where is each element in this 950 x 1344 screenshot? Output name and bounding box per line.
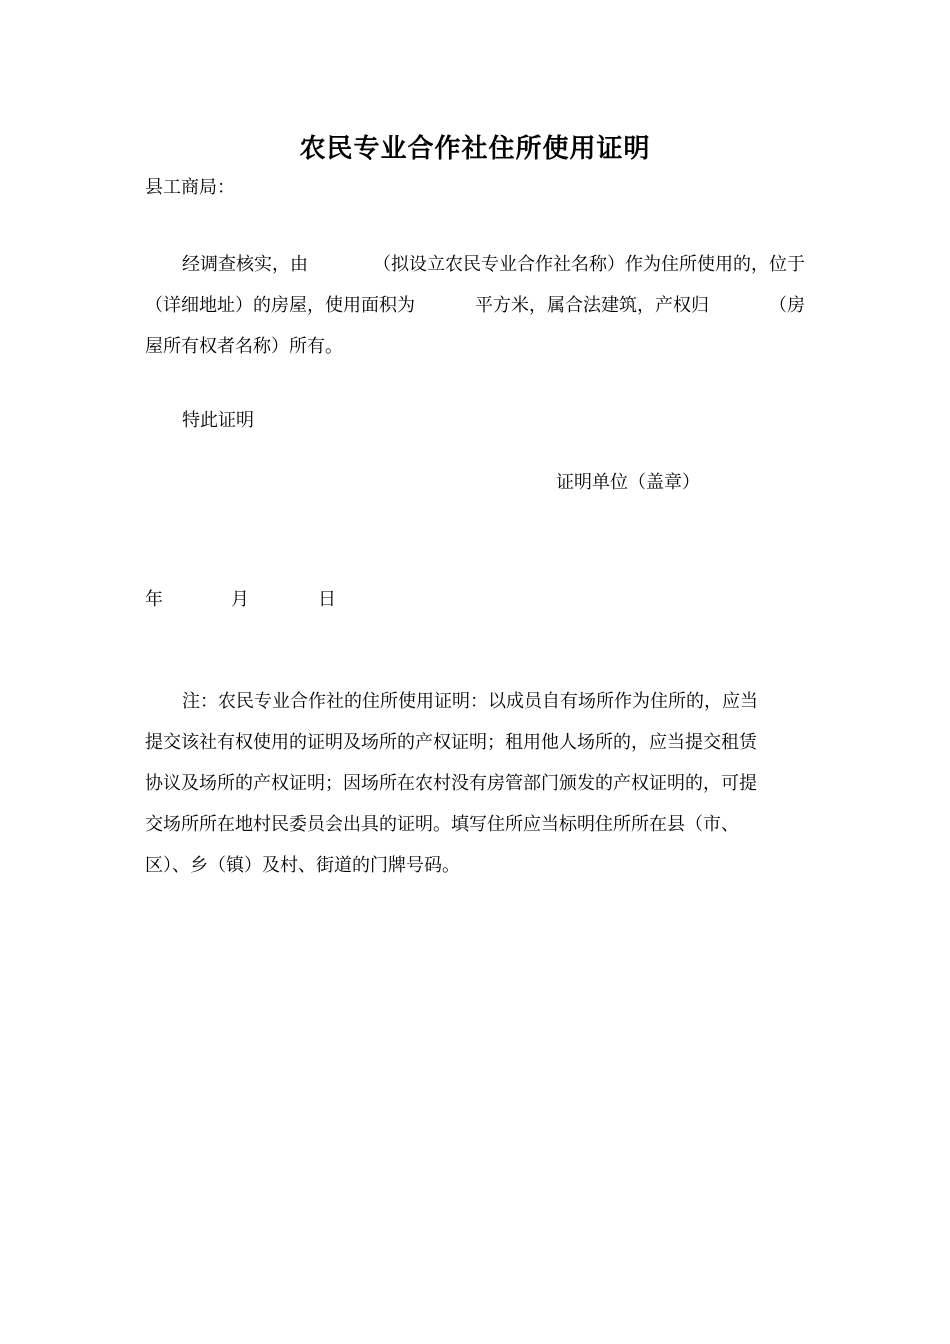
note-line-2: 提交该社有权使用的证明及场所的产权证明；租用他人场所的，应当提交租赁	[145, 732, 757, 753]
body-line-2-part-c: （房	[769, 295, 805, 316]
body-line-2	[145, 294, 805, 318]
body-line-2-part-b: 平方米，属合法建筑，产权归	[475, 295, 709, 316]
closing-text: 特此证明	[182, 410, 254, 431]
note-line-1	[182, 690, 805, 714]
document-title: 农民专业合作社住所使用证明	[299, 134, 651, 164]
date-year: 年	[145, 589, 163, 610]
date-month: 月	[231, 589, 249, 610]
note-line-4: 交场所所在地村民委员会出具的证明。填写住所应当标明住所所在县（市、	[145, 814, 739, 835]
issuer-seal: 证明单位（盖章）	[556, 472, 700, 493]
body-line-1-part-a: 经调查核实，由	[182, 254, 308, 275]
note-line-3: 协议及场所的产权证明；因场所在农村没有房管部门颁发的产权证明的，可提	[145, 773, 757, 794]
date-day: 日	[318, 589, 336, 610]
note-line-5: 区）、乡（镇）及村、街道的门牌号码。	[145, 855, 460, 876]
body-line-3: 屋所有权者名称）所有。	[145, 336, 343, 357]
body-line-1-part-b: （拟设立农民专业合作社名称）作为住所使用的，位于	[373, 254, 805, 275]
body-line-1	[182, 253, 805, 277]
addressee: 县工商局：	[145, 177, 235, 198]
note-line-1-text: 注：农民专业合作社的住所使用证明：以成员自有场所作为住所的，应当	[182, 691, 758, 712]
body-line-2-part-a: （详细地址）的房屋，使用面积为	[145, 295, 415, 316]
